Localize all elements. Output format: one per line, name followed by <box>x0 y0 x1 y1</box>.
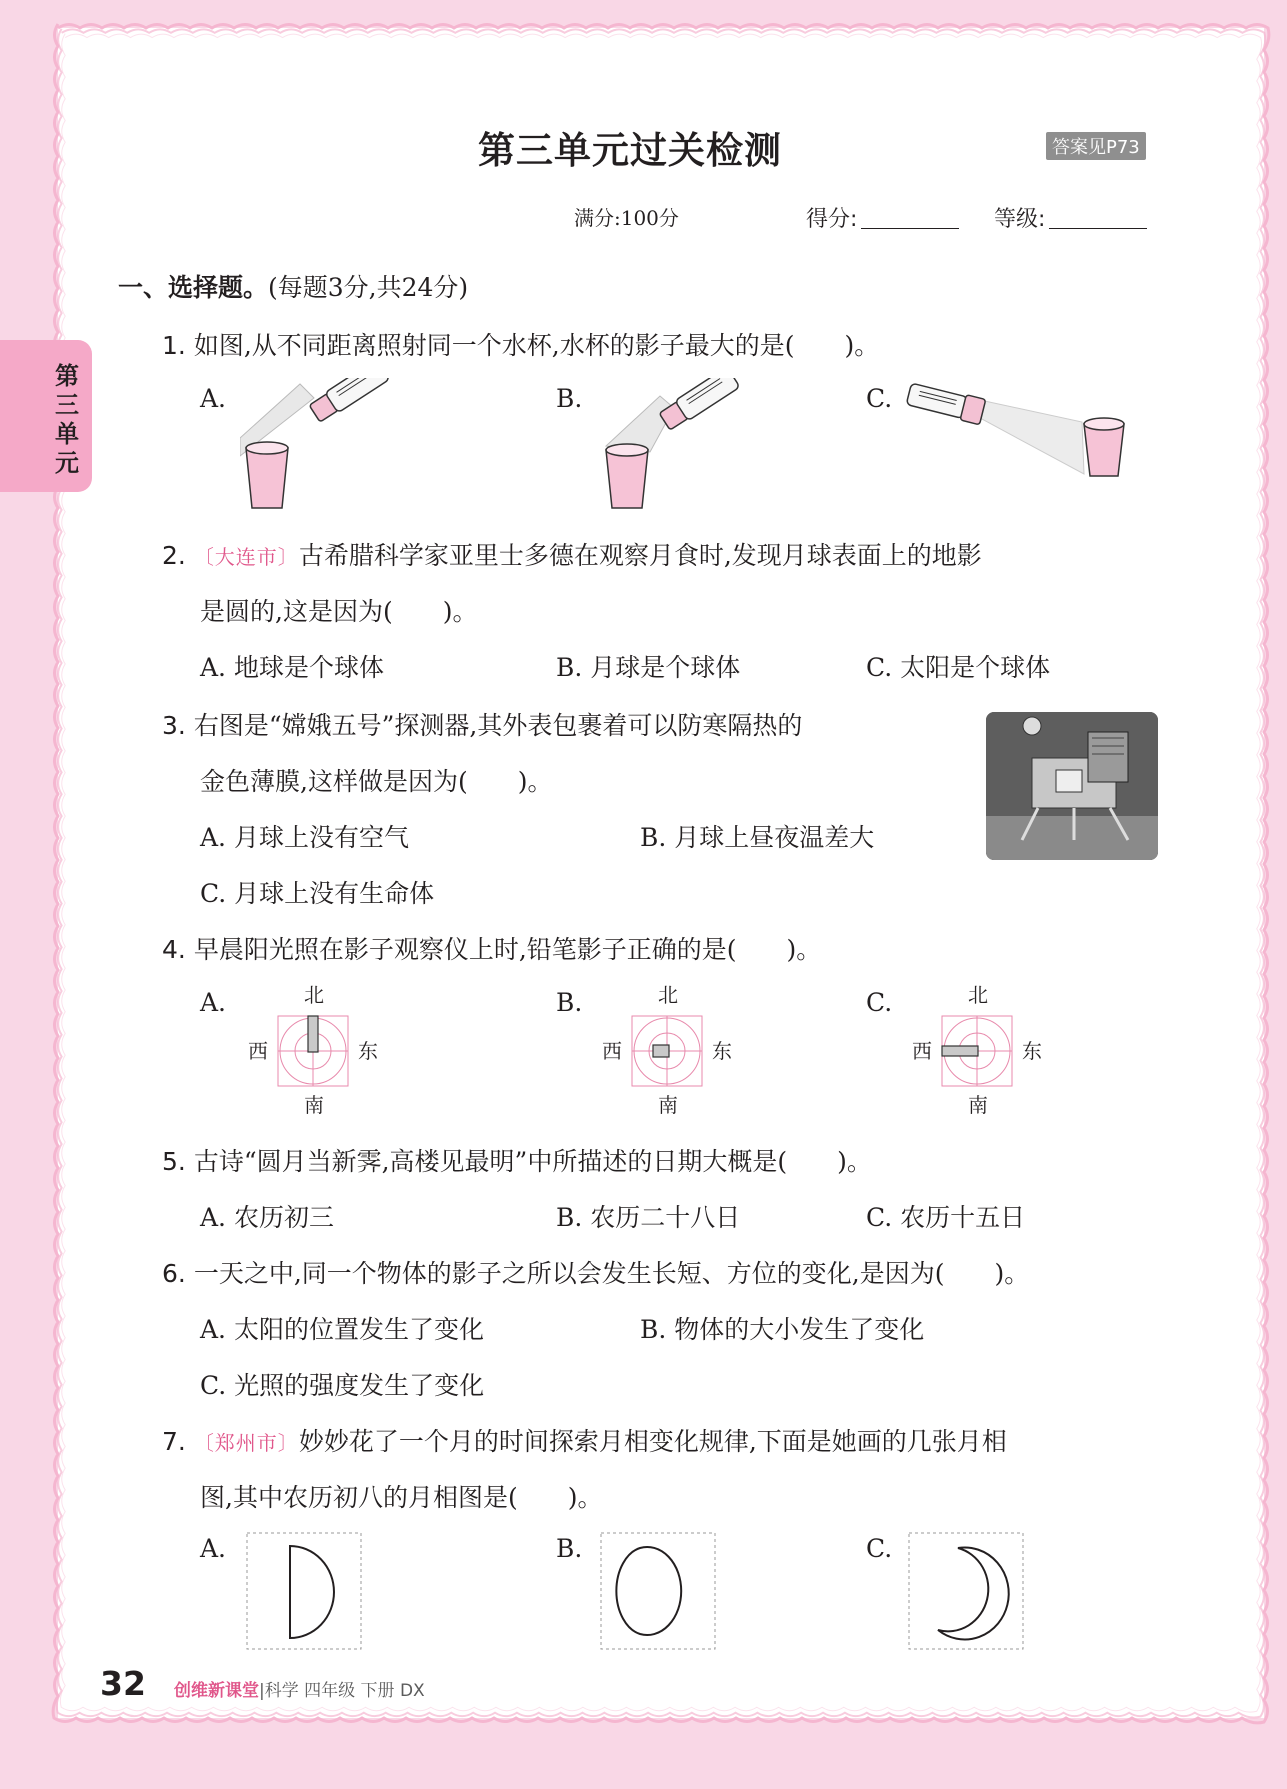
question-3 <box>162 706 802 742</box>
unit-side-tab <box>0 340 92 492</box>
question-number: 1. <box>162 331 186 360</box>
compass-north: 北 <box>304 983 324 1007</box>
grade-label: 等级: <box>994 207 1046 232</box>
section-heading <box>118 268 468 304</box>
page-title: 第三单元过关检测 <box>478 129 782 172</box>
compass-west: 西 <box>602 1039 622 1063</box>
option-c[interactable]: C. 月球上没有生命体 <box>200 879 435 908</box>
region-tag: 〔大连市〕 <box>193 545 299 569</box>
page-number: 32 <box>100 1664 146 1703</box>
region-tag: 〔郑州市〕 <box>193 1431 299 1455</box>
question-2-line-2: 是圆的,这是因为( )。 <box>200 597 478 626</box>
pencil-shadow-north <box>308 1016 318 1052</box>
score-label: 得分: <box>806 207 858 232</box>
shadow-compass-a <box>246 982 386 1118</box>
option-a-label[interactable]: A. <box>200 384 227 413</box>
question-number: 2. <box>162 541 186 570</box>
footer-book-info: |科学 四年级 下册 DX <box>259 1681 425 1701</box>
pencil-shadow-short <box>653 1045 669 1057</box>
grade-field[interactable] <box>994 202 1147 233</box>
flashlight-cup-far-illustration <box>906 378 1132 484</box>
lunar-lander-image <box>986 712 1158 860</box>
shadow-compass-b <box>600 982 740 1118</box>
question-5 <box>162 1142 872 1178</box>
unit-side-tab-label: 第三单元 <box>55 362 79 477</box>
option-c-label[interactable]: C. <box>866 384 893 413</box>
compass-east: 东 <box>358 1039 378 1063</box>
question-7 <box>162 1422 1007 1458</box>
option-b-label[interactable]: B. <box>556 988 583 1017</box>
option-a-label[interactable]: A. <box>200 1534 227 1563</box>
compass-east: 东 <box>712 1039 732 1063</box>
compass-south: 南 <box>304 1093 324 1117</box>
compass-west: 西 <box>912 1039 932 1063</box>
option-a[interactable]: A. 太阳的位置发生了变化 <box>200 1315 484 1344</box>
section-note: (每题3分,共24分) <box>268 273 469 302</box>
question-text: 一天之中,同一个物体的影子之所以会发生长短、方位的变化,是因为( )。 <box>193 1259 1030 1288</box>
option-b[interactable]: B. 月球是个球体 <box>556 653 741 682</box>
option-b[interactable]: B. 月球上昼夜温差大 <box>640 823 875 852</box>
footer-brand: 创维新课堂 <box>174 1681 259 1701</box>
moon-phase-first-quarter <box>246 1532 362 1650</box>
shadow-compass-c <box>910 982 1050 1118</box>
question-number: 4. <box>162 935 186 964</box>
compass-west: 西 <box>248 1039 268 1063</box>
option-c[interactable]: C. 光照的强度发生了变化 <box>200 1371 485 1400</box>
option-a[interactable]: A. 月球上没有空气 <box>200 823 409 852</box>
question-text: 古诗“圆月当新霁,高楼见最明”中所描述的日期大概是( )。 <box>193 1147 872 1176</box>
option-c-label[interactable]: C. <box>866 1534 893 1563</box>
flashlight-cup-middle-illustration <box>600 378 750 514</box>
question-number: 5. <box>162 1147 186 1176</box>
question-2 <box>162 536 982 572</box>
question-4 <box>162 930 821 966</box>
question-text: 右图是“嫦娥五号”探测器,其外表包裹着可以防寒隔热的 <box>193 711 803 740</box>
option-c-label[interactable]: C. <box>866 988 893 1017</box>
score-blank[interactable] <box>861 208 959 229</box>
compass-east: 东 <box>1022 1039 1042 1063</box>
score-field[interactable] <box>806 202 959 233</box>
full-score-text: 满分:100分 <box>574 206 679 230</box>
question-number: 6. <box>162 1259 186 1288</box>
option-c[interactable]: C. 农历十五日 <box>866 1203 1026 1232</box>
compass-north: 北 <box>658 983 678 1007</box>
compass-south: 南 <box>658 1093 678 1117</box>
question-3-line-2: 金色薄膜,这样做是因为( )。 <box>200 767 553 796</box>
question-text: 古希腊科学家亚里士多德在观察月食时,发现月球表面上的地影 <box>298 541 982 570</box>
question-6 <box>162 1254 1029 1290</box>
option-b-label[interactable]: B. <box>556 1534 583 1563</box>
option-b[interactable]: B. 物体的大小发生了变化 <box>640 1315 925 1344</box>
question-text: 如图,从不同距离照射同一个水杯,水杯的影子最大的是( )。 <box>193 331 880 360</box>
question-7-line-2: 图,其中农历初八的月相图是( )。 <box>200 1483 603 1512</box>
option-b-label[interactable]: B. <box>556 384 583 413</box>
option-a[interactable]: A. 农历初三 <box>200 1203 334 1232</box>
option-b[interactable]: B. 农历二十八日 <box>556 1203 741 1232</box>
pencil-shadow-west <box>942 1046 978 1056</box>
moon-phase-crescent <box>908 1532 1024 1650</box>
question-text: 妙妙花了一个月的时间探索月相变化规律,下面是她画的几张月相 <box>298 1427 1007 1456</box>
moon-phase-gibbous <box>600 1532 716 1650</box>
section-title: 一、选择题。 <box>118 273 269 302</box>
change5-probe-photo <box>986 712 1158 860</box>
compass-north: 北 <box>968 983 988 1007</box>
option-a[interactable]: A. 地球是个球体 <box>200 653 384 682</box>
footer-info <box>174 1676 425 1701</box>
answer-reference-badge: 答案见P73 <box>1046 132 1146 160</box>
option-c[interactable]: C. 太阳是个球体 <box>866 653 1051 682</box>
compass-south: 南 <box>968 1093 988 1117</box>
question-number: 7. <box>162 1427 186 1456</box>
question-1 <box>162 326 879 362</box>
question-text: 早晨阳光照在影子观察仪上时,铅笔影子正确的是( )。 <box>193 935 822 964</box>
grade-blank[interactable] <box>1049 208 1147 229</box>
flashlight-cup-near-illustration <box>240 378 410 514</box>
question-number: 3. <box>162 711 186 740</box>
option-a-label[interactable]: A. <box>200 988 227 1017</box>
